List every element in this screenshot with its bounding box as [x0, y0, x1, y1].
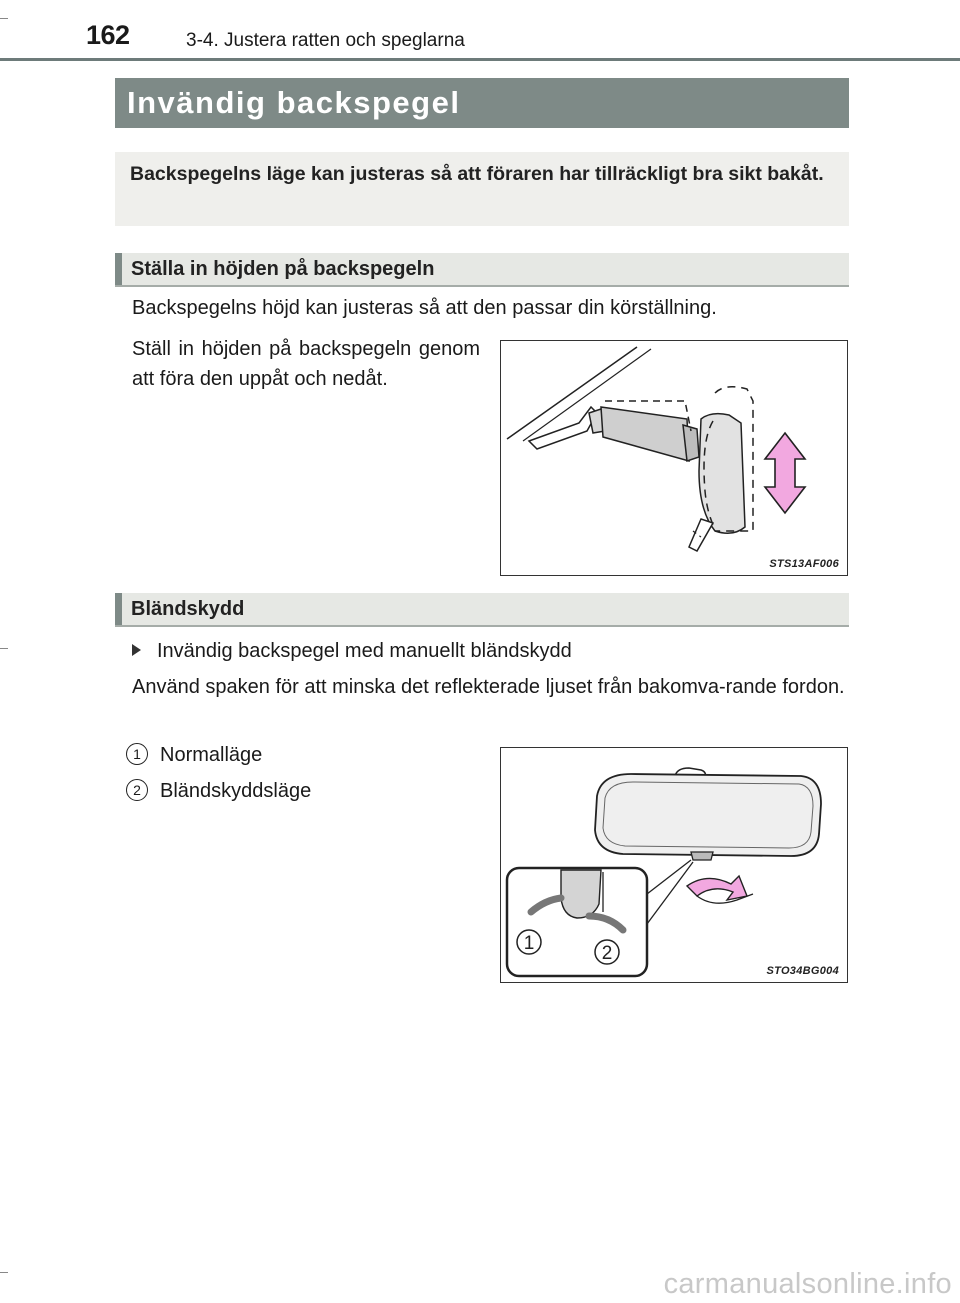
page-number: 162 [86, 20, 130, 50]
main-title: Invändig backspegel [127, 85, 461, 120]
callout-1: 1 [523, 933, 535, 954]
figure-antiglare-lever [500, 747, 848, 983]
main-title-bar [115, 78, 849, 128]
height-description: Backspegelns höjd kan justeras så att den passar din körställning. [132, 297, 717, 319]
figure-mirror-height [500, 340, 848, 576]
crop-mark [0, 18, 8, 19]
up-down-arrow-icon [765, 433, 805, 513]
watermark: carmanualsonline.info [663, 1268, 952, 1300]
numbered-item-normal [126, 740, 262, 770]
crop-mark [0, 1272, 8, 1273]
callout-2: 2 [601, 943, 613, 964]
section-title: Ställa in höjden på backspegeln [131, 258, 435, 280]
antiglare-illustration [501, 748, 847, 982]
item-label: Normalläge [160, 744, 263, 766]
section-accent [115, 593, 122, 625]
section-header-antiglare [115, 593, 849, 627]
number-badge: 2 [126, 779, 148, 801]
item-label: Bländskyddsläge [160, 780, 312, 802]
number-badge: 1 [126, 743, 148, 765]
section-accent [115, 253, 122, 285]
triangle-bullet-icon [132, 644, 141, 656]
figure-code: STO34BG004 [766, 965, 839, 977]
height-instruction: Ställ in höjden på backspegeln genom att föra den uppåt och nedåt. [132, 338, 480, 390]
intro-box [115, 152, 849, 226]
flip-arrow-icon [687, 876, 747, 900]
section-title: Bländskydd [131, 598, 245, 620]
chapter-title: 3-4. Justera ratten och speglarna [186, 30, 465, 51]
section-header-height [115, 253, 849, 287]
numbered-item-antiglare [126, 776, 311, 806]
antiglare-description: Använd spaken för att minska det reflekterade ljuset från bakomva-rande fordon. [132, 676, 845, 698]
header-rule [0, 58, 960, 61]
figure-code: STS13AF006 [769, 558, 839, 570]
mirror-height-illustration [501, 341, 847, 575]
bullet-item [132, 636, 572, 666]
bullet-text: Invändig backspegel med manuellt bländskydd [157, 640, 572, 662]
intro-text: Backspegelns läge kan justeras så att föraren har tillräckligt bra sikt bakåt. [130, 163, 824, 185]
crop-mark [0, 648, 8, 649]
